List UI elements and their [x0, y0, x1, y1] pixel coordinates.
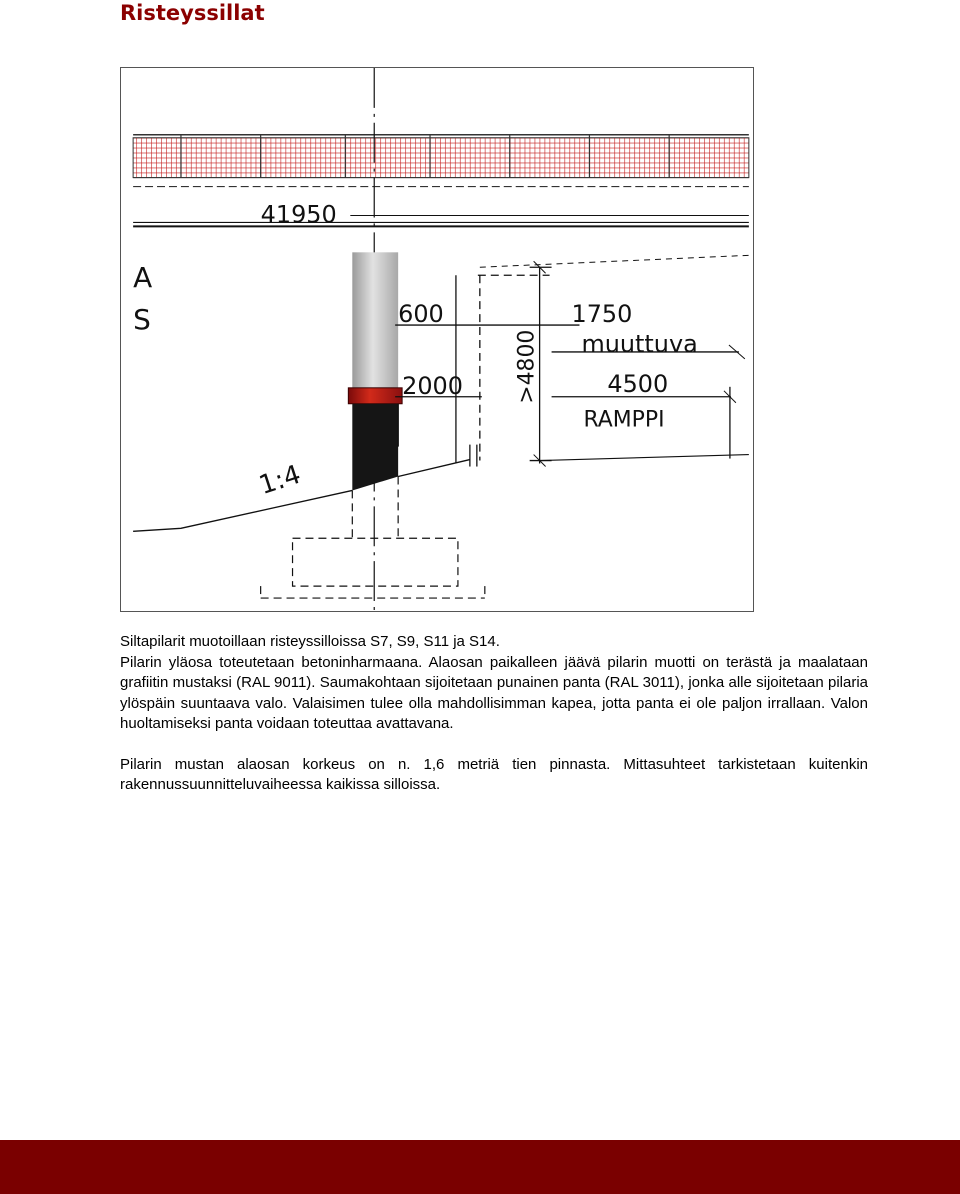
ramppi-label: RAMPPI: [583, 407, 665, 433]
paragraph-line-1: Siltapilarit muotoillaan risteyssilloissa S7, S9, S11 ja S14.: [120, 633, 500, 650]
foundation: [261, 476, 485, 598]
dimensions: [395, 255, 749, 466]
footer-bar: [0, 1140, 960, 1194]
embankment: [133, 460, 470, 532]
pillar: [348, 252, 402, 490]
span-label: 41950: [260, 200, 337, 229]
paragraph-2: Pilarin mustan alaosan korkeus on n. 1,6 metriä tien pinnasta. Mittasuhteet tarkistetaan kuitenkin rakennussuunnitteluvaiheessa kaikissa silloissa.: [120, 755, 868, 793]
page-title: Risteyssillat: [120, 1, 265, 25]
slope-label: 1:4: [255, 459, 305, 502]
section-label-s: S: [133, 303, 151, 337]
dim-1750-label: 1750: [571, 300, 633, 329]
dim-2000-label: 2000: [402, 371, 463, 400]
dim-600-label: 600: [398, 300, 444, 329]
railing: [133, 135, 749, 187]
dim-4800-label: >4800: [514, 329, 540, 404]
muuttuva-label: muuttuva: [581, 329, 698, 358]
red-band: [348, 388, 402, 404]
paragraph-1: Pilarin yläosa toteutetaan betoninharmaana. Alaosan paikalleen jäävä pilarin muotti on terästä ja maalataan grafiitin mustaksi (RAL 9011). Saumakohtaan sijoitetaan punainen panta (RAL 3011), jonka alle sijoitetaan pilaria ylöspäin suuntaava valo. Valaisimen tulee olla mahdollisimman kapea, jotta panta ei ole paljon irrallaan. Valon huoltamiseksi panta voidaan toteuttaa avattavana.: [120, 653, 868, 732]
section-label-a: A: [133, 261, 153, 295]
bridge-pillar-drawing: [120, 67, 754, 612]
body-text: [120, 632, 868, 796]
drawing-canvas: [121, 68, 753, 611]
bridge-deck: [133, 215, 749, 226]
dim-4500-label: 4500: [607, 369, 669, 398]
pillar-black-base: [352, 404, 398, 491]
